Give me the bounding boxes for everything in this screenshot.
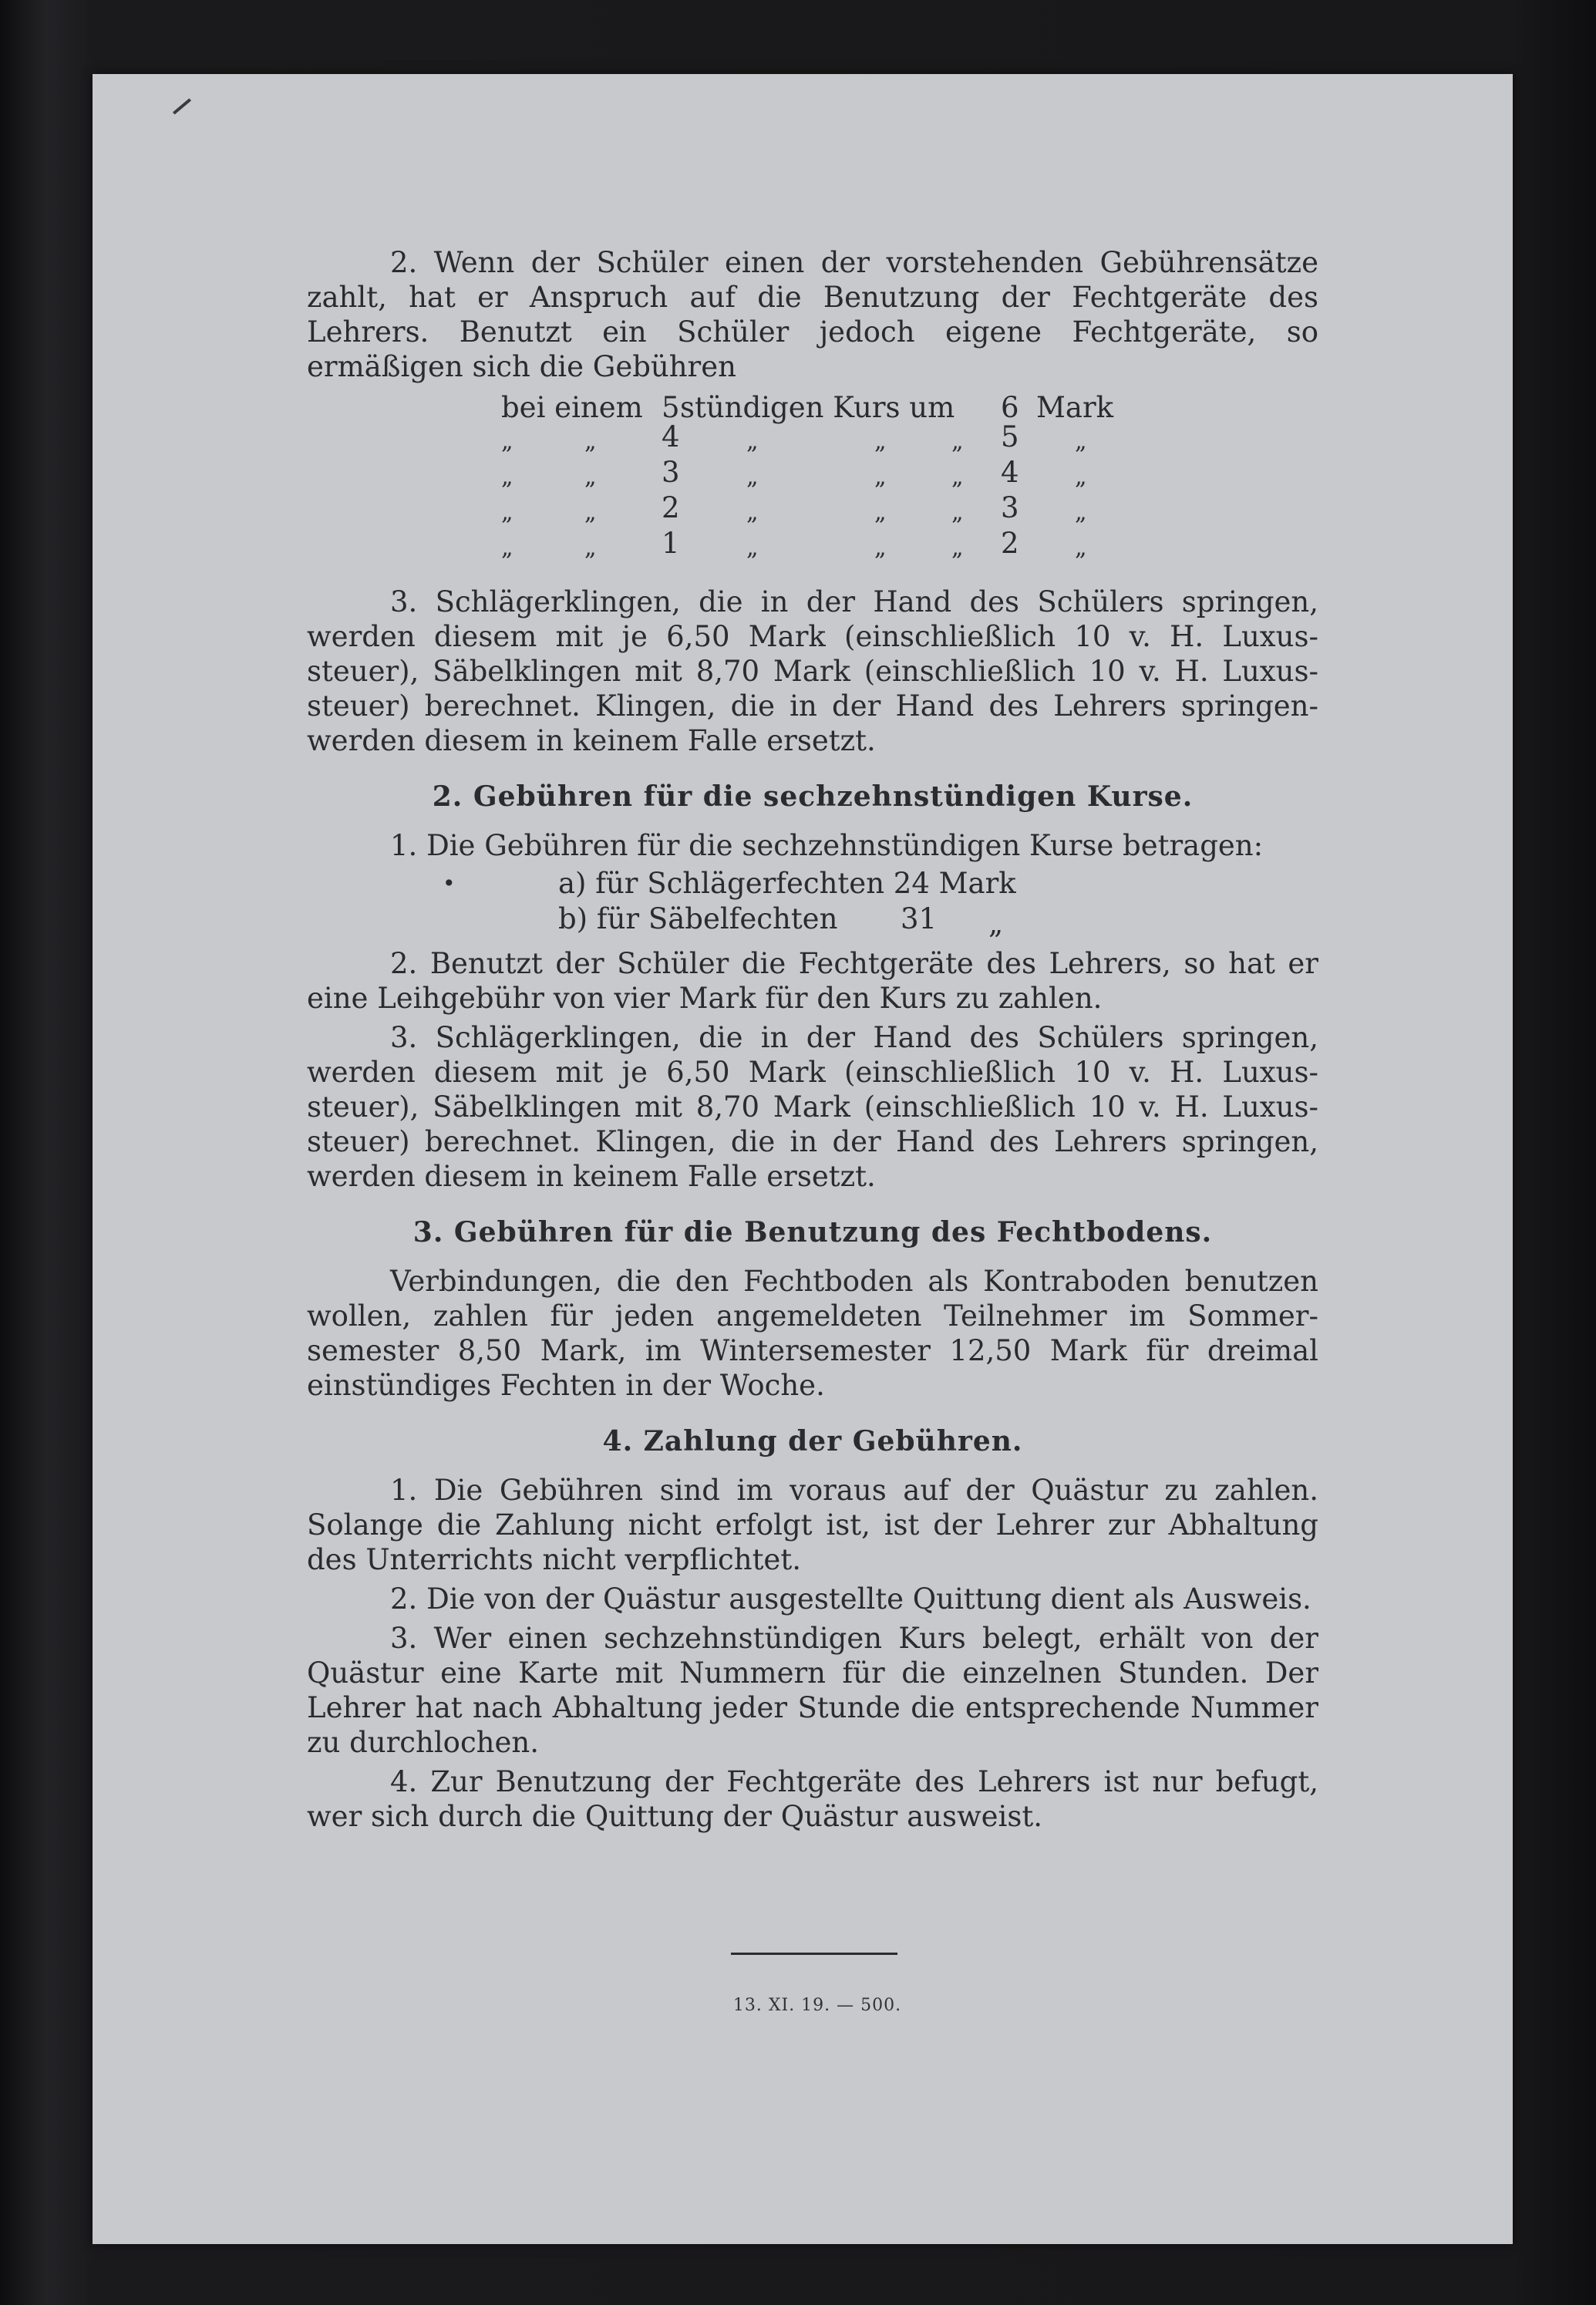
paragraph-receipt: 2. Die von der Quästur ausgestellte Quittung dient als Ausweis. bbox=[390, 1582, 1311, 1616]
option-schlaeger: a) für Schlägerfechten 24 Mark bbox=[558, 867, 1016, 900]
document-body bbox=[307, 245, 1318, 1834]
bullet-mark: • bbox=[443, 871, 456, 896]
ditto-mark: „ bbox=[584, 534, 597, 561]
paragraph-blade-breakage-2: 3. Schlägerklingen, die in der Hand des Schülers springen, werden diesem mit je 6,50 Mark (einschließlich 10 v. H. Luxus- steuer), Säbelklingen mit 8,70 Mark (einschließlich 10 v. H. Luxus- steuer) berechnet. Klingen, die in der Hand des Lehrers springen, werden diesem in keinem Falle ersetzt. bbox=[307, 1021, 1318, 1193]
fee-reduction-table bbox=[307, 390, 1318, 580]
ditto-mark: „ bbox=[951, 499, 964, 526]
fee-row-hours: 5 bbox=[662, 391, 680, 424]
ditto-mark: „ bbox=[951, 463, 964, 490]
paragraph-blade-breakage: 3. Schlägerklingen, die in der Hand des Schülers springen, werden diesem mit je 6,50 Mark (einschließlich 10 v. H. Luxus- steuer), Säbelklingen mit 8,70 Mark (einschließlich 10 v. H. Luxus- steuer) berechnet. Klingen, die in der Hand des Lehrers springen- werden diesem in keinem Falle ersetzt. bbox=[307, 585, 1318, 757]
section-heading-fencing-floor: 3. Gebühren für die Benutzung des Fechtbodens. bbox=[412, 1216, 1213, 1249]
ditto-mark: „ bbox=[1075, 428, 1087, 455]
ditto-mark: „ bbox=[584, 428, 597, 455]
fee-row-prefix: bei einem bbox=[501, 391, 643, 424]
fee-row-hours: 4 bbox=[662, 420, 680, 453]
fee-row-amount: 3 bbox=[1001, 491, 1019, 524]
option-saebel-value: 31 bbox=[901, 902, 938, 935]
ditto-mark: „ bbox=[501, 428, 513, 455]
fee-row-hours: 2 bbox=[662, 491, 680, 524]
ditto-mark: „ bbox=[874, 534, 887, 561]
fee-row-mid: stündigen Kurs um bbox=[680, 391, 955, 424]
ditto-mark: „ bbox=[501, 534, 513, 561]
ditto-mark: „ bbox=[951, 428, 964, 455]
ditto-mark: „ bbox=[874, 499, 887, 526]
ditto-mark: „ bbox=[746, 428, 759, 455]
paragraph-course-fees: 1. Die Gebühren für die sechzehnstündigen Kurse betragen: bbox=[390, 829, 1264, 862]
ditto-mark: „ bbox=[988, 907, 1004, 940]
fee-row-amount: 4 bbox=[1001, 456, 1019, 489]
option-saebel-label: b) für Säbelfechten bbox=[558, 902, 838, 935]
ditto-mark: „ bbox=[501, 463, 513, 490]
course-fee-options bbox=[307, 866, 1318, 940]
ditto-mark: „ bbox=[584, 499, 597, 526]
paragraph-fencing-equipment: 2. Wenn der Schüler einen der vorstehenden Gebührensätze zahlt, hat er Anspruch auf die Benutzung der Fechtgeräte des Lehrers. Benutzt ein Schüler jedoch eigene Fechtgeräte, so ermäßigen sich die Gebühren bbox=[307, 246, 1318, 383]
paragraph-rental-fee: 2. Benutzt der Schüler die Fechtgeräte des Lehrers, so hat er eine Leihgebühr von vier Mark für den Kurs zu zahlen. bbox=[307, 947, 1318, 1015]
ditto-mark: „ bbox=[746, 499, 759, 526]
ditto-mark: „ bbox=[501, 499, 513, 526]
paragraph-payment-advance: 1. Die Gebühren sind im voraus auf der Quästur zu zahlen. Solange die Zahlung nicht erfolgt ist, ist der Lehrer zur Abhaltung des Unterrichts nicht verpflichtet. bbox=[307, 1474, 1318, 1576]
ditto-mark: „ bbox=[584, 463, 597, 490]
fee-row-hours: 3 bbox=[662, 456, 680, 489]
paragraph-fraternities: Verbindungen, die den Fechtboden als Kontraboden benutzen wollen, zahlen für jeden angemeldeten Teilnehmer im Sommer- semester 8,50 Mark, im Wintersemester 12,50 Mark für dreimal einstündiges Fechten in der Woche. bbox=[307, 1265, 1318, 1402]
ditto-mark: „ bbox=[874, 428, 887, 455]
fee-row-hours: 1 bbox=[662, 527, 680, 560]
ditto-mark: „ bbox=[951, 534, 964, 561]
ditto-mark: „ bbox=[874, 463, 887, 490]
ditto-mark: „ bbox=[1075, 463, 1087, 490]
ditto-mark: „ bbox=[1075, 499, 1087, 526]
printer-imprint: 13. XI. 19. — 500. bbox=[732, 1996, 902, 2015]
fee-row-unit: Mark bbox=[1036, 391, 1114, 424]
fee-row-amount: 2 bbox=[1001, 527, 1019, 560]
ditto-mark: „ bbox=[746, 463, 759, 490]
closing-rule bbox=[731, 1953, 897, 1955]
ditto-mark: „ bbox=[746, 534, 759, 561]
section-heading-16-hour-courses: 2. Gebühren für die sechzehnstündigen Kurse. bbox=[432, 780, 1194, 813]
fee-row-amount: 5 bbox=[1001, 420, 1019, 453]
paragraph-authorization: 4. Zur Benutzung der Fechtgeräte des Lehrers ist nur befugt, wer sich durch die Quittung der Quästur ausweist. bbox=[307, 1765, 1318, 1833]
fee-row-amount: 6 bbox=[1001, 391, 1019, 424]
section-heading-payment: 4. Zahlung der Gebühren. bbox=[602, 1425, 1023, 1457]
paragraph-numbered-card: 3. Wer einen sechzehnstündigen Kurs belegt, erhält von der Quästur eine Karte mit Nummern für die einzelnen Stunden. Der Lehrer hat nach Abhaltung jeder Stunde die entsprechende Nummer zu durchlochen. bbox=[307, 1622, 1318, 1759]
ditto-mark: „ bbox=[1075, 534, 1087, 561]
